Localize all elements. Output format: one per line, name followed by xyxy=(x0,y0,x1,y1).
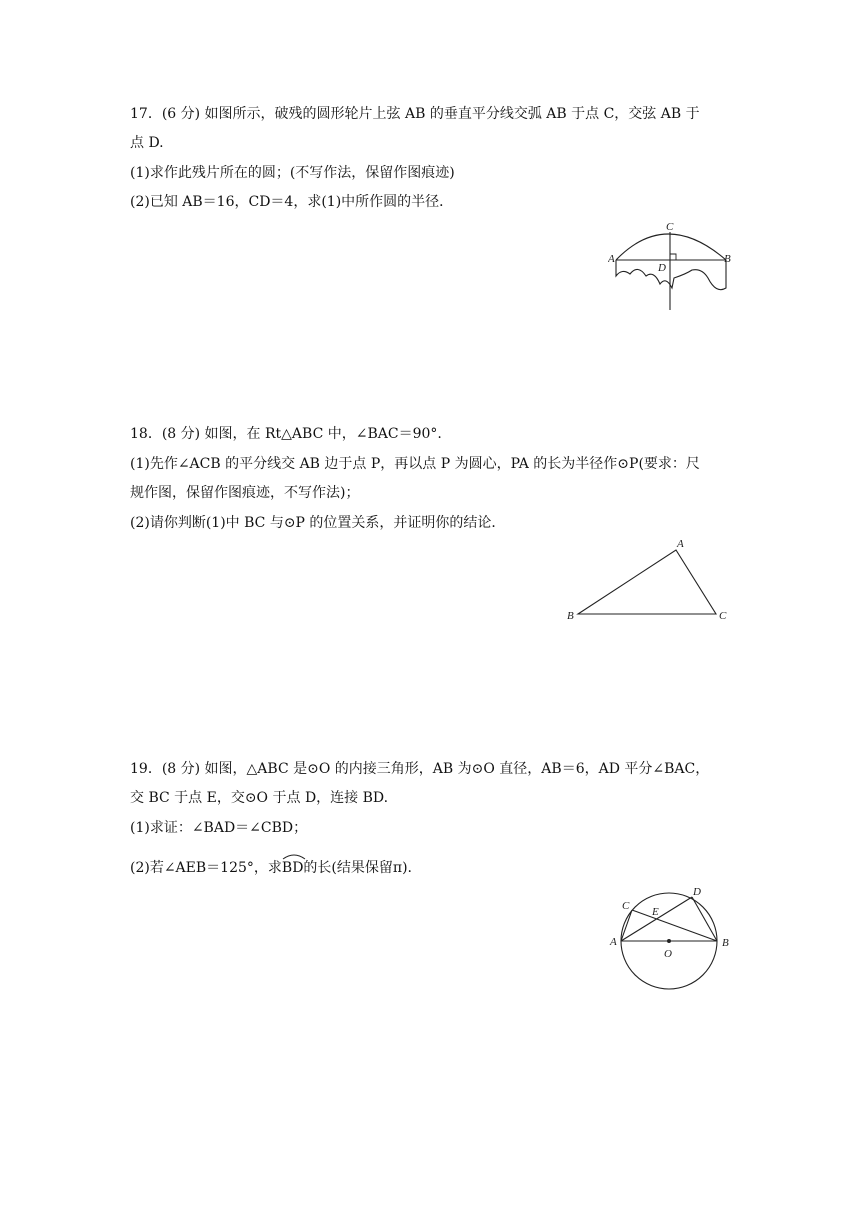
label-c: C xyxy=(622,900,630,912)
arc-bd-notation xyxy=(282,858,304,878)
label-d: D xyxy=(658,262,666,274)
segment-ac xyxy=(621,910,632,941)
label-d: D xyxy=(693,886,701,898)
right-angle-mark xyxy=(670,254,676,260)
figure-19-circle xyxy=(606,882,738,992)
problem-17-part-2: (2)已知 AB＝16，CD＝4，求(1)中所作圆的半径． xyxy=(130,194,454,210)
label-b: B xyxy=(724,253,731,265)
label-b: B xyxy=(722,937,729,949)
label-o: O xyxy=(664,948,672,960)
problem-17-part-1: (1)求作此残片所在的圆；(不写作法，保留作图痕迹) xyxy=(130,165,455,181)
arc-ab xyxy=(616,234,726,260)
broken-edge xyxy=(616,260,726,290)
segment-ad xyxy=(621,897,692,941)
problem-17-line-2: 点 D. xyxy=(130,135,164,151)
center-point xyxy=(667,939,671,943)
problem-19-part-2-prefix: (2)若∠AEB＝125°，求 xyxy=(130,860,282,876)
label-a: A xyxy=(677,538,684,550)
problem-18-part-1: (1)先作∠ACB 的平分线交 AB 边于点 P，再以点 P 为圆心，PA 的长为半径作⊙P(要求：尺 xyxy=(130,456,700,472)
arc-icon xyxy=(282,852,306,860)
label-a: A xyxy=(608,253,615,265)
label-c: C xyxy=(666,221,674,233)
triangle-abc xyxy=(578,550,716,614)
problem-17-line-1: 17．(6 分) 如图所示，破残的圆形轮片上弦 AB 的垂直平分线交弧 AB 于点 C，交弦 AB 于 xyxy=(130,106,700,122)
label-b: B xyxy=(567,610,574,622)
label-e: E xyxy=(652,906,659,918)
problem-18-part-2: (2)请你判断(1)中 BC 与⊙P 的位置关系，并证明你的结论． xyxy=(130,515,506,531)
segment-bd xyxy=(692,897,717,941)
problem-19-line-2: 交 BC 于点 E，交⊙O 于点 D，连接 BD. xyxy=(130,790,389,806)
figure-17-broken-wheel xyxy=(608,218,738,314)
label-a: A xyxy=(610,936,617,948)
problem-18-part-1-cont: 规作图，保留作图痕迹，不写作法)； xyxy=(130,485,360,501)
segment-cb xyxy=(632,910,717,941)
problem-19-line-1: 19．(8 分) 如图，△ABC 是⊙O 的内接三角形，AB 为⊙O 直径，AB＝6，AD 平分∠BAC， xyxy=(130,761,710,777)
problem-18-line-1: 18．(8 分) 如图，在 Rt△ABC 中，∠BAC＝90°. xyxy=(130,426,442,442)
label-c: C xyxy=(719,610,727,622)
problem-19-part-1: (1)求证：∠BAD＝∠CBD； xyxy=(130,820,308,836)
problem-19-part-2 xyxy=(130,858,412,878)
problem-19-part-2-suffix: 的长(结果保留π). xyxy=(303,860,412,876)
figure-18-right-triangle xyxy=(560,536,740,626)
arc-bd-text: BD xyxy=(281,860,304,876)
